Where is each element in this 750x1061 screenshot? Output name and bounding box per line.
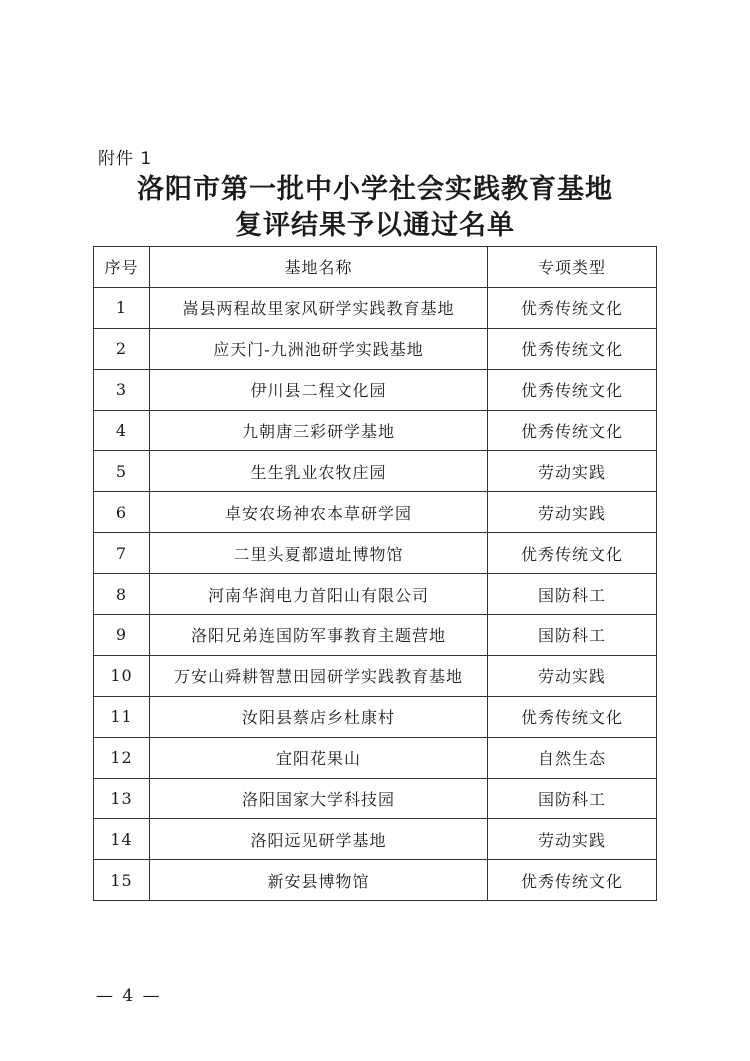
- category-cell: 优秀传统文化: [488, 287, 657, 328]
- table-row: [94, 655, 657, 696]
- row-index-cell: 2: [94, 328, 150, 369]
- document-title-line-2: 复评结果予以通过名单: [235, 210, 515, 241]
- row-index-cell: 12: [94, 737, 150, 778]
- header-category: 专项类型: [488, 247, 657, 288]
- base-name-cell: 汝阳县蔡店乡杜康村: [150, 696, 488, 737]
- row-index-cell: 8: [94, 574, 150, 615]
- row-index-cell: 4: [94, 410, 150, 451]
- row-index-cell: 14: [94, 819, 150, 860]
- base-name-cell: 嵩县两程故里家风研学实践教育基地: [150, 287, 488, 328]
- row-index-cell: 9: [94, 615, 150, 656]
- row-index-cell: 10: [94, 655, 150, 696]
- base-name-cell: 洛阳兄弟连国防军事教育主题营地: [150, 615, 488, 656]
- table-row: [94, 696, 657, 737]
- base-name-cell: 二里头夏都遗址博物馆: [150, 533, 488, 574]
- base-name-cell: 洛阳远见研学基地: [150, 819, 488, 860]
- category-cell: 优秀传统文化: [488, 533, 657, 574]
- table-row: [94, 328, 657, 369]
- category-cell: 劳动实践: [488, 492, 657, 533]
- category-cell: 优秀传统文化: [488, 696, 657, 737]
- category-cell: 劳动实践: [488, 451, 657, 492]
- table-row: [94, 369, 657, 410]
- table-row: [94, 574, 657, 615]
- category-cell: 优秀传统文化: [488, 369, 657, 410]
- base-name-cell: 河南华润电力首阳山有限公司: [150, 574, 488, 615]
- category-cell: 劳动实践: [488, 819, 657, 860]
- page-number: — 4 —: [96, 986, 162, 1006]
- table-row: [94, 451, 657, 492]
- row-index-cell: 1: [94, 287, 150, 328]
- table-row: [94, 615, 657, 656]
- table-row: [94, 533, 657, 574]
- category-cell: 自然生态: [488, 737, 657, 778]
- base-name-cell: 生生乳业农牧庄园: [150, 451, 488, 492]
- table-row: [94, 410, 657, 451]
- document-title-line-1: 洛阳市第一批中小学社会实践教育基地: [137, 174, 613, 205]
- header-base-name: 基地名称: [150, 247, 488, 288]
- row-index-cell: 5: [94, 451, 150, 492]
- table-row: [94, 737, 657, 778]
- base-name-cell: 九朝唐三彩研学基地: [150, 410, 488, 451]
- row-index-cell: 13: [94, 778, 150, 819]
- category-cell: 优秀传统文化: [488, 328, 657, 369]
- row-index-cell: 6: [94, 492, 150, 533]
- base-list-table: [93, 246, 657, 901]
- category-cell: 国防科工: [488, 574, 657, 615]
- base-name-cell: 新安县博物馆: [150, 860, 488, 901]
- category-cell: 优秀传统文化: [488, 410, 657, 451]
- base-name-cell: 宜阳花果山: [150, 737, 488, 778]
- table-row: [94, 287, 657, 328]
- row-index-cell: 11: [94, 696, 150, 737]
- category-cell: 劳动实践: [488, 655, 657, 696]
- category-cell: 国防科工: [488, 778, 657, 819]
- row-index-cell: 15: [94, 860, 150, 901]
- base-name-cell: 卓安农场神农本草研学园: [150, 492, 488, 533]
- table-row: [94, 819, 657, 860]
- base-name-cell: 洛阳国家大学科技园: [150, 778, 488, 819]
- table-row: [94, 492, 657, 533]
- row-index-cell: 3: [94, 369, 150, 410]
- category-cell: 优秀传统文化: [488, 860, 657, 901]
- attachment-label: 附件 1: [98, 149, 153, 169]
- base-name-cell: 应天门-九洲池研学实践基地: [150, 328, 488, 369]
- category-cell: 国防科工: [488, 615, 657, 656]
- table-row: [94, 860, 657, 901]
- row-index-cell: 7: [94, 533, 150, 574]
- header-index: 序号: [94, 247, 150, 288]
- base-name-cell: 伊川县二程文化园: [150, 369, 488, 410]
- table-row: [94, 778, 657, 819]
- base-name-cell: 万安山舜耕智慧田园研学实践教育基地: [150, 655, 488, 696]
- table-header-row: [94, 247, 657, 288]
